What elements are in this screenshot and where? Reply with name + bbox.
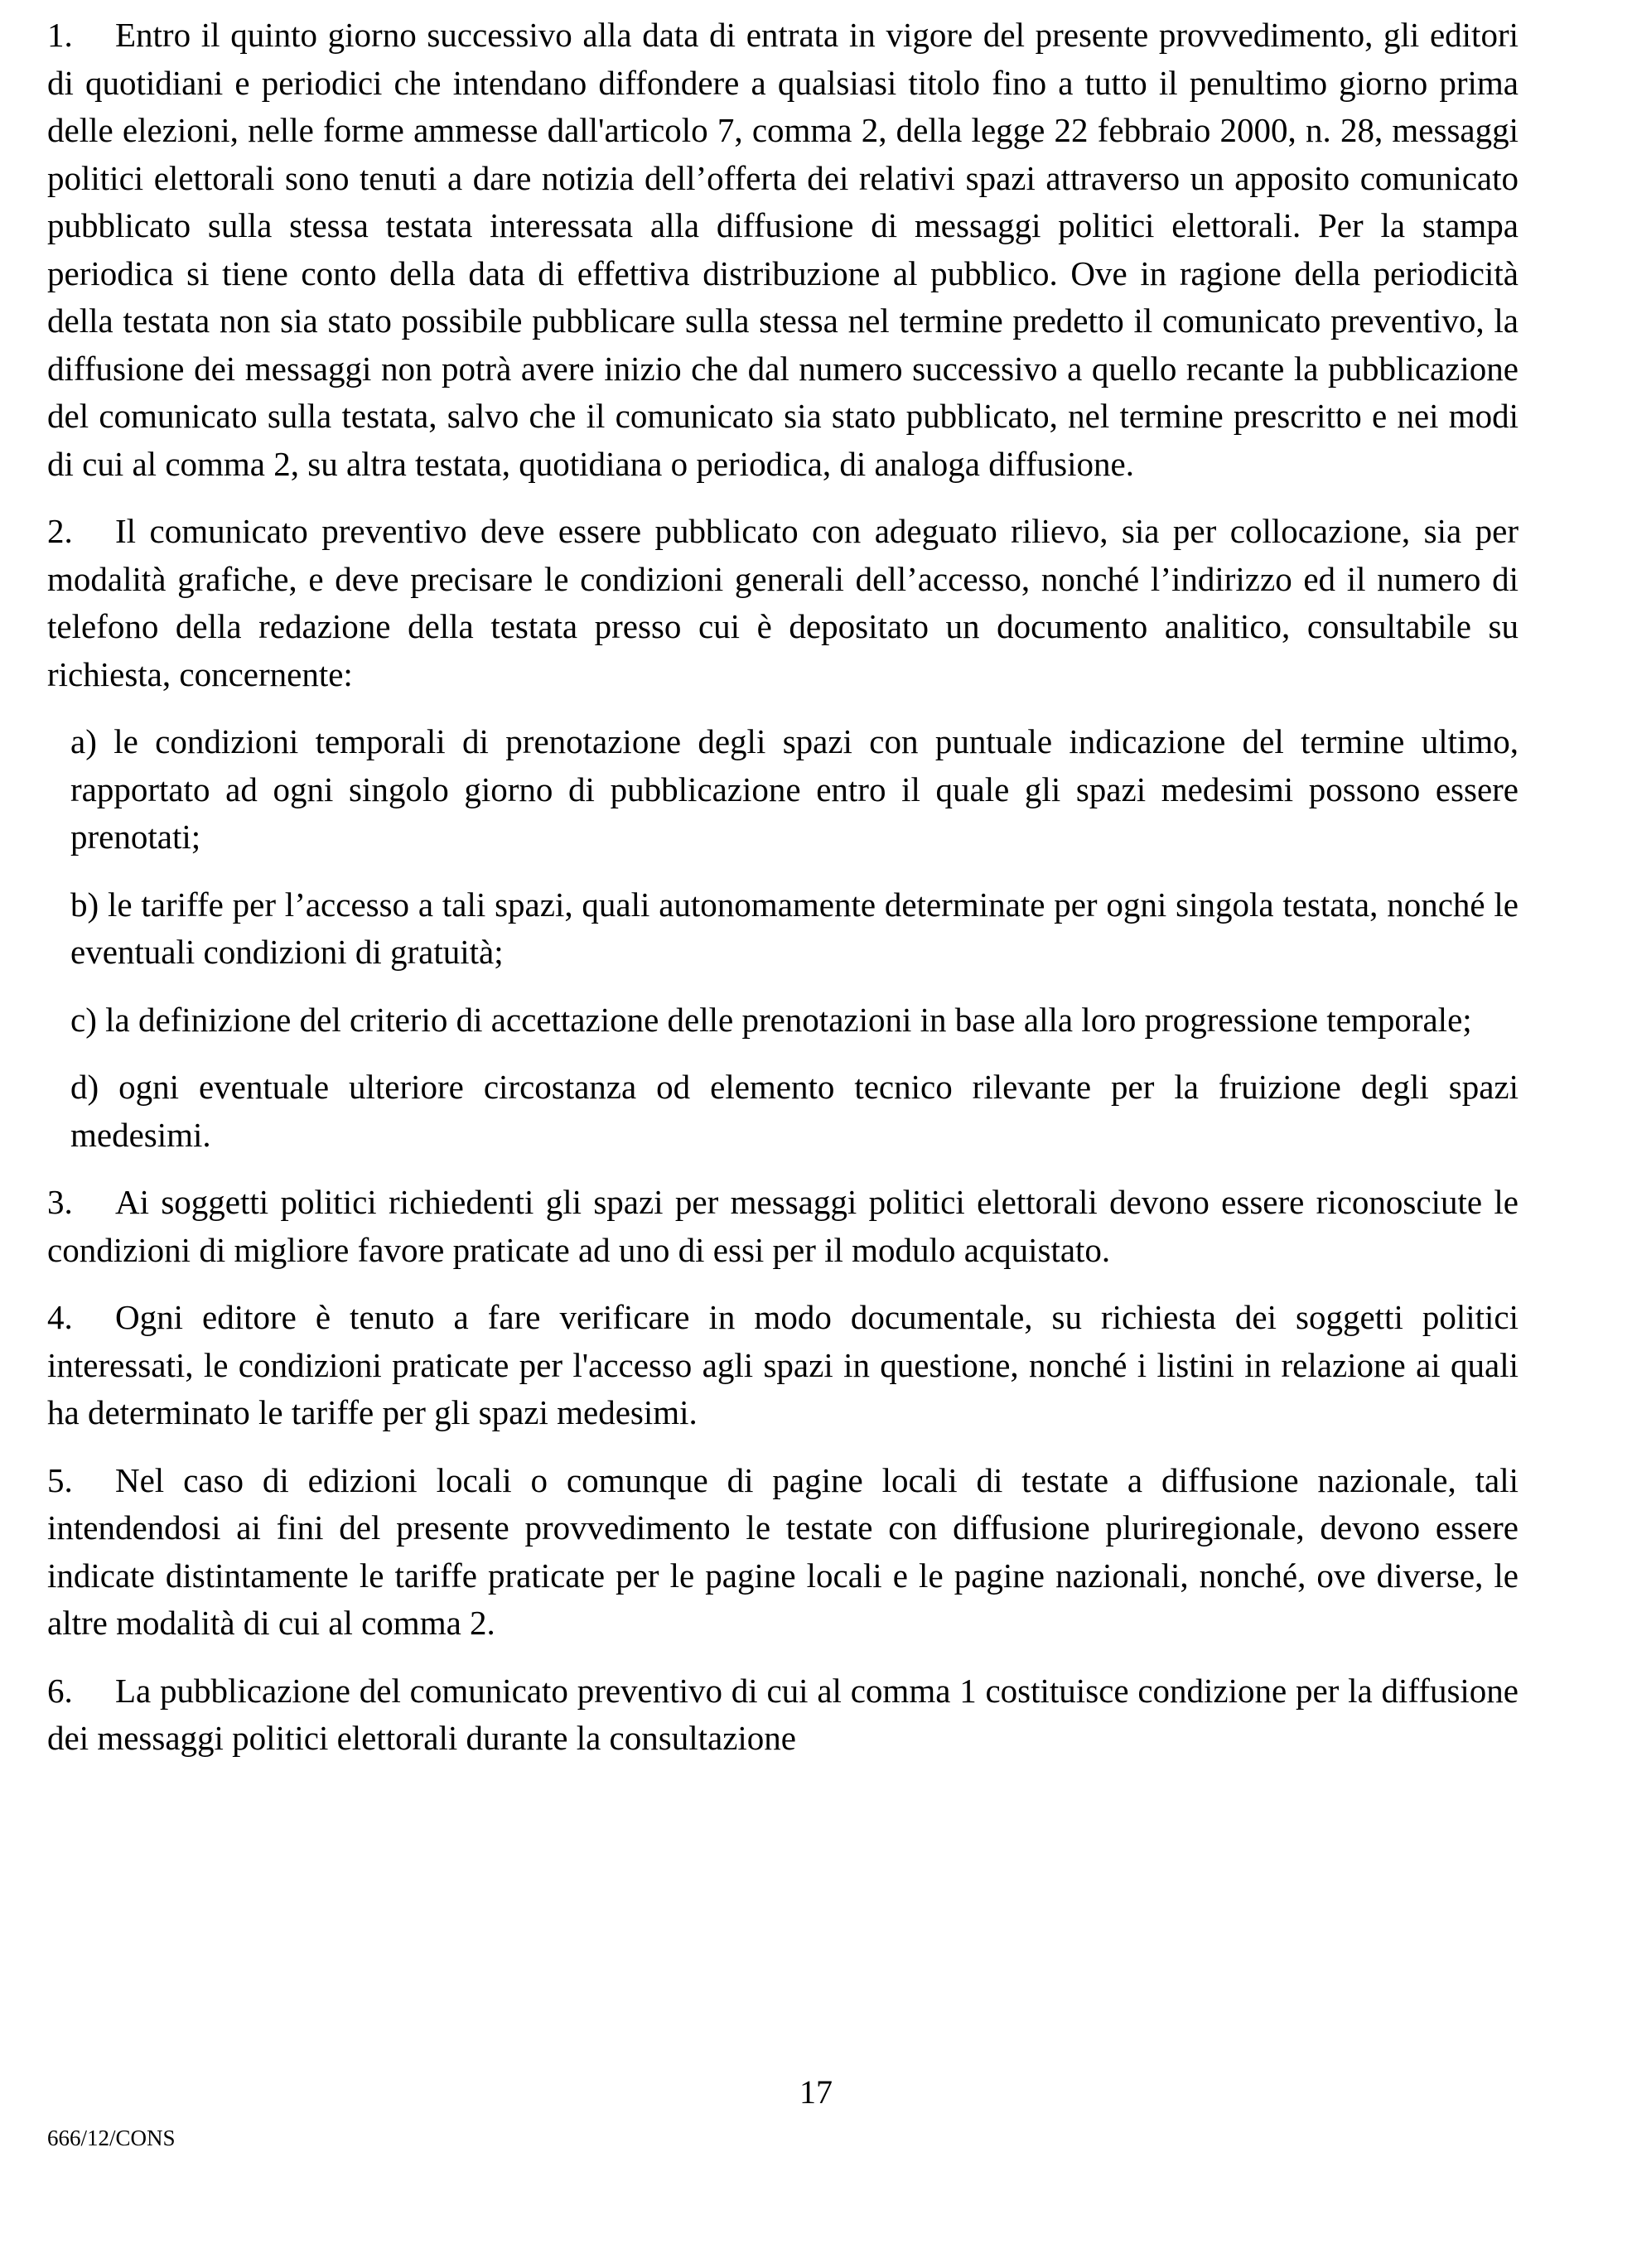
paragraph-text: Entro il quinto giorno successivo alla data di entrata in vigore del presente provvedimento, gli editori di quotidiani e periodici che intendano diffondere a qualsiasi titolo fino a tutto il penultimo giorno prima delle elezioni, nelle forme ammesse dall'articolo 7, comma 2, della legge 22 febbraio 2000, n. 28, messaggi politici elettorali sono tenuti a dare notizia dell’offerta dei relativi spazi attraverso un apposito comunicato pubblicato sulla stessa testata interessata alla diffusione di messaggi politici elettorali. Per la stampa periodica si tiene conto della data di effettiva distribuzione al pubblico. Ove in ragione della periodicità della testata non sia stato possibile pubblicare sulla stessa nel termine predetto il comunicato preventivo, la diffusione dei messaggi non potrà avere inizio che dal numero successivo a quello recante la pubblicazione del comunicato sulla testata, salvo che il comunicato sia stato pubblicato, nel termine prescritto e nei modi di cui al comma 2, su altra testata, quotidiana o periodica, di analoga diffusione.	[47, 16, 1519, 483]
item-text: le condizioni temporali di prenotazione degli spazi con puntuale indicazione del termine ultimo, rapportato ad ogni singolo giorno di pubblicazione entro il quale gli spazi medesimi possono essere prenotati;	[70, 722, 1519, 856]
document-code: 666/12/CONS	[47, 2126, 176, 2150]
paragraph-4	[47, 1294, 1519, 1437]
paragraph-3	[47, 1179, 1519, 1274]
list-item-c	[47, 996, 1519, 1045]
item-letter: d)	[70, 1068, 99, 1106]
paragraph-number: 4.	[47, 1298, 73, 1336]
item-text: ogni eventuale ulteriore circostanza od elemento tecnico rilevante per la fruizione degli spazi medesimi.	[70, 1068, 1519, 1154]
page-number: 17	[799, 2073, 833, 2111]
paragraph-number: 6.	[47, 1671, 73, 1710]
paragraph-text: Ogni editore è tenuto a fare verificare in modo documentale, su richiesta dei soggetti politici interessati, le condizioni praticate per l'accesso agli spazi in questione, nonché i listini in relazione ai quali ha determinato le tariffe per gli spazi medesimi.	[47, 1298, 1519, 1431]
paragraph-1	[47, 12, 1519, 488]
paragraph-text: Nel caso di edizioni locali o comunque di pagine locali di testate a diffusione nazionale, tali intendendosi ai fini del presente provvedimento le testate con diffusione pluriregionale, devono essere indicate distintamente le tariffe praticate per le pagine locali e le pagine nazionali, nonché, ove diverse, le altre modalità di cui al comma 2.	[47, 1460, 1519, 1642]
item-letter: a)	[70, 722, 97, 760]
document-body	[47, 12, 1519, 1783]
paragraph-text: La pubblicazione del comunicato preventivo di cui al comma 1 costituisce condizione per la diffusione dei messaggi politici elettorali durante la consultazione	[47, 1671, 1519, 1757]
list-item-a	[47, 718, 1519, 861]
paragraph-number: 2.	[47, 512, 73, 550]
paragraph-text: Il comunicato preventivo deve essere pubblicato con adeguato rilievo, sia per collocazione, sia per modalità grafiche, e deve precisare le condizioni generali dell’accesso, nonché l’indirizzo ed il numero di telefono della redazione della testata presso cui è depositato un documento analitico, consultabile su richiesta, concernente:	[47, 512, 1519, 693]
paragraph-number: 1.	[47, 16, 73, 54]
paragraph-number: 5.	[47, 1460, 73, 1499]
paragraph-2	[47, 508, 1519, 698]
list-item-d	[47, 1064, 1519, 1159]
paragraph-6	[47, 1667, 1519, 1763]
paragraph-text: Ai soggetti politici richiedenti gli spazi per messaggi politici elettorali devono essere riconosciute le condizioni di migliore favore praticate ad uno di essi per il modulo acquistato.	[47, 1183, 1519, 1269]
item-letter: c)	[70, 1000, 97, 1039]
item-letter: b)	[70, 885, 99, 924]
item-text: la definizione del criterio di accettazione delle prenotazioni in base alla loro progressione temporale;	[105, 1000, 1472, 1039]
list-item-b	[47, 881, 1519, 977]
paragraph-number: 3.	[47, 1183, 73, 1221]
item-text: le tariffe per l’accesso a tali spazi, quali autonomamente determinate per ogni singola testata, nonché le eventuali condizioni di gratuità;	[70, 885, 1519, 971]
paragraph-5	[47, 1457, 1519, 1648]
